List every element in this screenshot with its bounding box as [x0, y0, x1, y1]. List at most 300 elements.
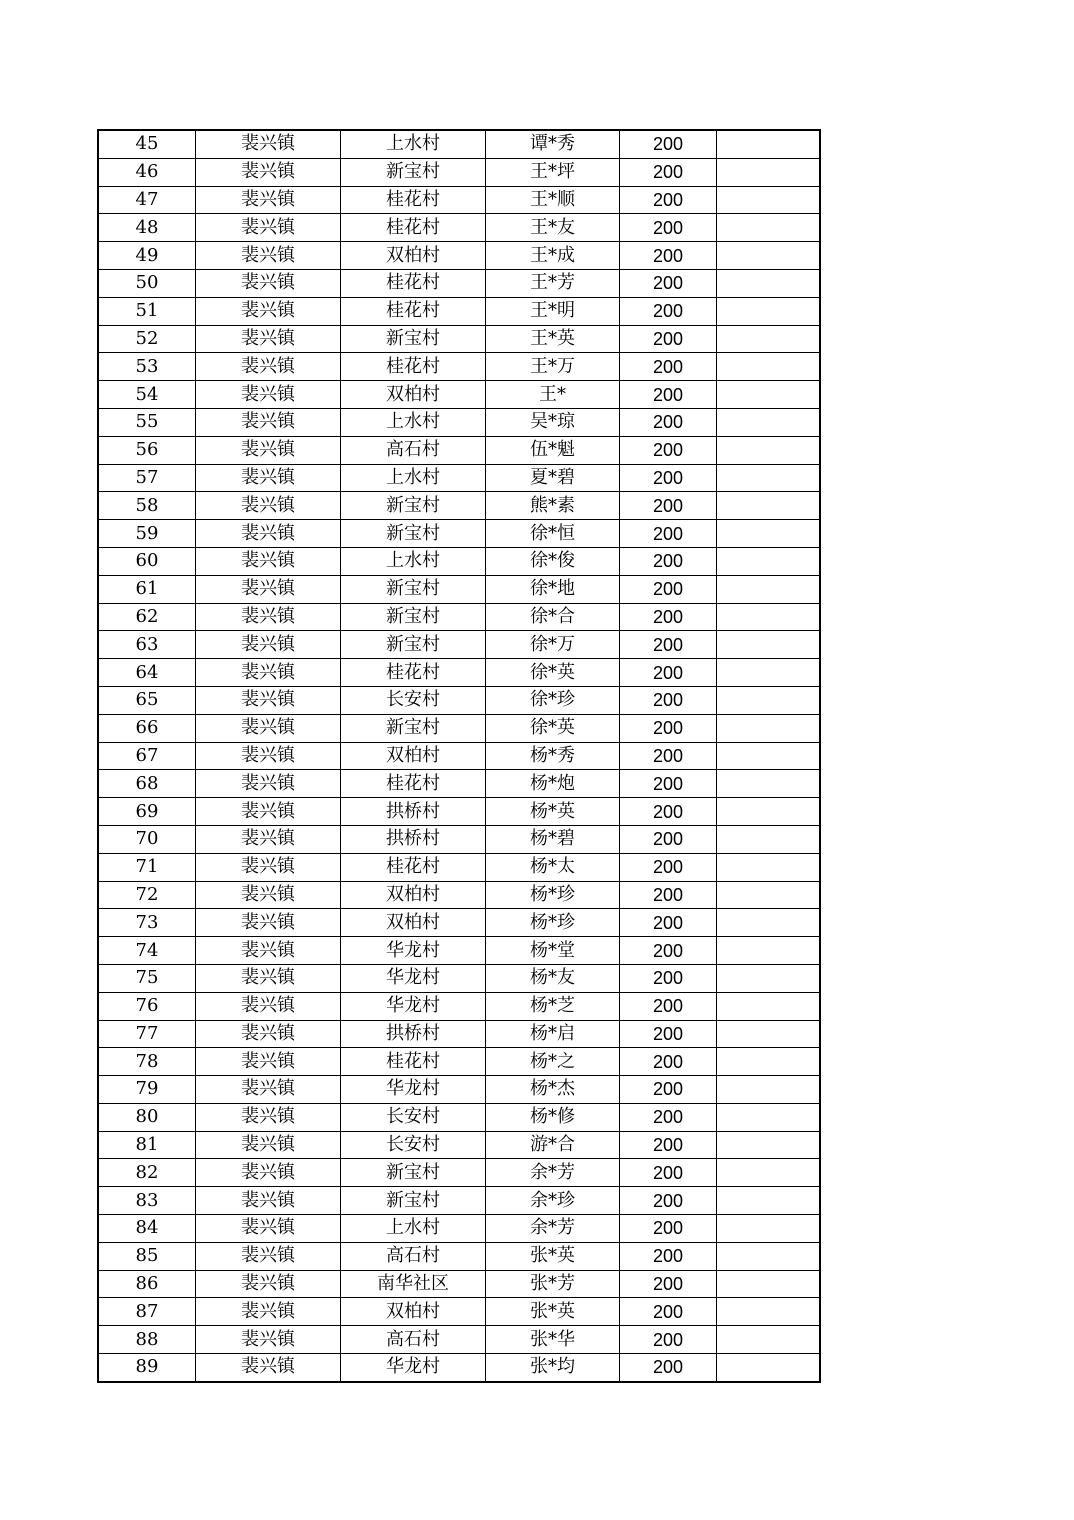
name-cell: 徐*英: [486, 659, 620, 687]
town-cell: 裴兴镇: [196, 992, 341, 1020]
note-cell: [717, 881, 821, 909]
town-cell: 裴兴镇: [196, 408, 341, 436]
village-cell: 高石村: [341, 1326, 486, 1354]
table-row: [98, 1076, 820, 1104]
table-row: [98, 1020, 820, 1048]
town-cell: 裴兴镇: [196, 547, 341, 575]
row-number-cell: 84: [98, 1215, 196, 1243]
village-cell: 拱桥村: [341, 825, 486, 853]
name-cell: 张*华: [486, 1326, 620, 1354]
table-row: [98, 464, 820, 492]
name-cell: 杨*秀: [486, 742, 620, 770]
village-cell: 长安村: [341, 1103, 486, 1131]
name-cell: 徐*恒: [486, 520, 620, 548]
village-cell: 长安村: [341, 686, 486, 714]
note-cell: [717, 1187, 821, 1215]
town-cell: 裴兴镇: [196, 686, 341, 714]
row-number-cell: 63: [98, 631, 196, 659]
amount-cell: 200: [620, 770, 717, 798]
village-cell: 高石村: [341, 436, 486, 464]
name-cell: 杨*杰: [486, 1076, 620, 1104]
amount-cell: 200: [620, 130, 717, 158]
note-cell: [717, 964, 821, 992]
row-number-cell: 88: [98, 1326, 196, 1354]
row-number-cell: 78: [98, 1048, 196, 1076]
amount-cell: 200: [620, 992, 717, 1020]
row-number-cell: 50: [98, 269, 196, 297]
name-cell: 夏*碧: [486, 464, 620, 492]
amount-cell: 200: [620, 242, 717, 270]
note-cell: [717, 1131, 821, 1159]
village-cell: 双柏村: [341, 1298, 486, 1326]
table-row: [98, 714, 820, 742]
note-cell: [717, 130, 821, 158]
row-number-cell: 58: [98, 492, 196, 520]
table-row: [98, 242, 820, 270]
note-cell: [717, 214, 821, 242]
name-cell: 杨*启: [486, 1020, 620, 1048]
village-cell: 华龙村: [341, 937, 486, 965]
town-cell: 裴兴镇: [196, 297, 341, 325]
beneficiary-table: [97, 129, 821, 1383]
village-cell: 新宝村: [341, 1187, 486, 1215]
town-cell: 裴兴镇: [196, 659, 341, 687]
row-number-cell: 59: [98, 520, 196, 548]
village-cell: 双柏村: [341, 381, 486, 409]
amount-cell: 200: [620, 353, 717, 381]
village-cell: 华龙村: [341, 992, 486, 1020]
note-cell: [717, 1326, 821, 1354]
table-row: [98, 1159, 820, 1187]
name-cell: 杨*太: [486, 853, 620, 881]
name-cell: 张*英: [486, 1242, 620, 1270]
amount-cell: 200: [620, 1242, 717, 1270]
note-cell: [717, 770, 821, 798]
amount-cell: 200: [620, 575, 717, 603]
table-row: [98, 770, 820, 798]
village-cell: 新宝村: [341, 631, 486, 659]
note-cell: [717, 1076, 821, 1104]
village-cell: 华龙村: [341, 964, 486, 992]
table-row: [98, 964, 820, 992]
amount-cell: 200: [620, 1270, 717, 1298]
name-cell: 张*英: [486, 1298, 620, 1326]
table-row: [98, 1103, 820, 1131]
table-row: [98, 1131, 820, 1159]
row-number-cell: 54: [98, 381, 196, 409]
village-cell: 新宝村: [341, 603, 486, 631]
village-cell: 桂花村: [341, 297, 486, 325]
amount-cell: 200: [620, 1326, 717, 1354]
amount-cell: 200: [620, 1076, 717, 1104]
amount-cell: 200: [620, 1103, 717, 1131]
table-row: [98, 1298, 820, 1326]
table-row: [98, 937, 820, 965]
town-cell: 裴兴镇: [196, 1131, 341, 1159]
town-cell: 裴兴镇: [196, 1354, 341, 1382]
row-number-cell: 76: [98, 992, 196, 1020]
amount-cell: 200: [620, 158, 717, 186]
note-cell: [717, 631, 821, 659]
table-row: [98, 297, 820, 325]
village-cell: 桂花村: [341, 1048, 486, 1076]
village-cell: 上水村: [341, 547, 486, 575]
row-number-cell: 57: [98, 464, 196, 492]
table-row: [98, 1354, 820, 1382]
note-cell: [717, 1298, 821, 1326]
note-cell: [717, 659, 821, 687]
note-cell: [717, 1103, 821, 1131]
amount-cell: 200: [620, 214, 717, 242]
row-number-cell: 51: [98, 297, 196, 325]
name-cell: 游*合: [486, 1131, 620, 1159]
table-row: [98, 269, 820, 297]
note-cell: [717, 464, 821, 492]
note-cell: [717, 158, 821, 186]
name-cell: 王*万: [486, 353, 620, 381]
town-cell: 裴兴镇: [196, 242, 341, 270]
town-cell: 裴兴镇: [196, 1076, 341, 1104]
name-cell: 杨*修: [486, 1103, 620, 1131]
table-row: [98, 742, 820, 770]
row-number-cell: 75: [98, 964, 196, 992]
note-cell: [717, 297, 821, 325]
note-cell: [717, 353, 821, 381]
note-cell: [717, 686, 821, 714]
village-cell: 上水村: [341, 408, 486, 436]
name-cell: 王*芳: [486, 269, 620, 297]
note-cell: [717, 408, 821, 436]
town-cell: 裴兴镇: [196, 575, 341, 603]
village-cell: 南华社区: [341, 1270, 486, 1298]
village-cell: 新宝村: [341, 325, 486, 353]
amount-cell: 200: [620, 464, 717, 492]
row-number-cell: 52: [98, 325, 196, 353]
amount-cell: 200: [620, 631, 717, 659]
table-body: [98, 130, 820, 1382]
village-cell: 桂花村: [341, 853, 486, 881]
town-cell: 裴兴镇: [196, 1187, 341, 1215]
row-number-cell: 62: [98, 603, 196, 631]
row-number-cell: 83: [98, 1187, 196, 1215]
town-cell: 裴兴镇: [196, 881, 341, 909]
note-cell: [717, 714, 821, 742]
amount-cell: 200: [620, 1298, 717, 1326]
town-cell: 裴兴镇: [196, 520, 341, 548]
table-row: [98, 1270, 820, 1298]
table-row: [98, 186, 820, 214]
name-cell: 张*芳: [486, 1270, 620, 1298]
row-number-cell: 86: [98, 1270, 196, 1298]
row-number-cell: 65: [98, 686, 196, 714]
name-cell: 杨*珍: [486, 909, 620, 937]
name-cell: 王*友: [486, 214, 620, 242]
note-cell: [717, 575, 821, 603]
table-row: [98, 1187, 820, 1215]
row-number-cell: 64: [98, 659, 196, 687]
note-cell: [717, 1215, 821, 1243]
amount-cell: 200: [620, 937, 717, 965]
row-number-cell: 89: [98, 1354, 196, 1382]
town-cell: 裴兴镇: [196, 381, 341, 409]
name-cell: 王*: [486, 381, 620, 409]
row-number-cell: 70: [98, 825, 196, 853]
amount-cell: 200: [620, 742, 717, 770]
table-row: [98, 1048, 820, 1076]
town-cell: 裴兴镇: [196, 909, 341, 937]
village-cell: 桂花村: [341, 770, 486, 798]
village-cell: 长安村: [341, 1131, 486, 1159]
row-number-cell: 46: [98, 158, 196, 186]
table-row: [98, 1326, 820, 1354]
table-row: [98, 381, 820, 409]
name-cell: 王*明: [486, 297, 620, 325]
row-number-cell: 67: [98, 742, 196, 770]
note-cell: [717, 186, 821, 214]
town-cell: 裴兴镇: [196, 464, 341, 492]
town-cell: 裴兴镇: [196, 1298, 341, 1326]
amount-cell: 200: [620, 1354, 717, 1382]
note-cell: [717, 381, 821, 409]
note-cell: [717, 1020, 821, 1048]
table-row: [98, 686, 820, 714]
village-cell: 新宝村: [341, 158, 486, 186]
town-cell: 裴兴镇: [196, 1048, 341, 1076]
row-number-cell: 45: [98, 130, 196, 158]
amount-cell: 200: [620, 964, 717, 992]
town-cell: 裴兴镇: [196, 964, 341, 992]
town-cell: 裴兴镇: [196, 798, 341, 826]
town-cell: 裴兴镇: [196, 1242, 341, 1270]
town-cell: 裴兴镇: [196, 1270, 341, 1298]
table-row: [98, 214, 820, 242]
table-row: [98, 992, 820, 1020]
name-cell: 杨*之: [486, 1048, 620, 1076]
village-cell: 高石村: [341, 1242, 486, 1270]
amount-cell: 200: [620, 909, 717, 937]
row-number-cell: 61: [98, 575, 196, 603]
village-cell: 上水村: [341, 1215, 486, 1243]
note-cell: [717, 520, 821, 548]
village-cell: 双柏村: [341, 742, 486, 770]
row-number-cell: 77: [98, 1020, 196, 1048]
table-row: [98, 436, 820, 464]
name-cell: 杨*友: [486, 964, 620, 992]
name-cell: 余*珍: [486, 1187, 620, 1215]
table-row: [98, 825, 820, 853]
name-cell: 余*芳: [486, 1215, 620, 1243]
note-cell: [717, 909, 821, 937]
amount-cell: 200: [620, 1048, 717, 1076]
name-cell: 伍*魁: [486, 436, 620, 464]
town-cell: 裴兴镇: [196, 1215, 341, 1243]
table-row: [98, 547, 820, 575]
town-cell: 裴兴镇: [196, 1159, 341, 1187]
amount-cell: 200: [620, 1020, 717, 1048]
name-cell: 熊*素: [486, 492, 620, 520]
table-row: [98, 853, 820, 881]
table-row: [98, 492, 820, 520]
row-number-cell: 79: [98, 1076, 196, 1104]
note-cell: [717, 547, 821, 575]
town-cell: 裴兴镇: [196, 714, 341, 742]
village-cell: 桂花村: [341, 214, 486, 242]
table-row: [98, 130, 820, 158]
row-number-cell: 60: [98, 547, 196, 575]
village-cell: 新宝村: [341, 575, 486, 603]
town-cell: 裴兴镇: [196, 214, 341, 242]
amount-cell: 200: [620, 825, 717, 853]
amount-cell: 200: [620, 297, 717, 325]
note-cell: [717, 825, 821, 853]
row-number-cell: 48: [98, 214, 196, 242]
village-cell: 上水村: [341, 130, 486, 158]
note-cell: [717, 742, 821, 770]
amount-cell: 200: [620, 798, 717, 826]
note-cell: [717, 798, 821, 826]
note-cell: [717, 242, 821, 270]
amount-cell: 200: [620, 269, 717, 297]
name-cell: 杨*芝: [486, 992, 620, 1020]
amount-cell: 200: [620, 325, 717, 353]
row-number-cell: 81: [98, 1131, 196, 1159]
amount-cell: 200: [620, 1131, 717, 1159]
village-cell: 桂花村: [341, 186, 486, 214]
note-cell: [717, 436, 821, 464]
row-number-cell: 68: [98, 770, 196, 798]
note-cell: [717, 1270, 821, 1298]
name-cell: 谭*秀: [486, 130, 620, 158]
table-row: [98, 575, 820, 603]
name-cell: 王*成: [486, 242, 620, 270]
town-cell: 裴兴镇: [196, 436, 341, 464]
village-cell: 双柏村: [341, 242, 486, 270]
note-cell: [717, 937, 821, 965]
village-cell: 拱桥村: [341, 1020, 486, 1048]
row-number-cell: 53: [98, 353, 196, 381]
town-cell: 裴兴镇: [196, 1103, 341, 1131]
row-number-cell: 71: [98, 853, 196, 881]
name-cell: 余*芳: [486, 1159, 620, 1187]
name-cell: 王*英: [486, 325, 620, 353]
name-cell: 杨*珍: [486, 881, 620, 909]
name-cell: 张*均: [486, 1354, 620, 1382]
amount-cell: 200: [620, 686, 717, 714]
village-cell: 新宝村: [341, 492, 486, 520]
amount-cell: 200: [620, 520, 717, 548]
note-cell: [717, 603, 821, 631]
village-cell: 华龙村: [341, 1076, 486, 1104]
row-number-cell: 49: [98, 242, 196, 270]
note-cell: [717, 1354, 821, 1382]
table-row: [98, 631, 820, 659]
amount-cell: 200: [620, 603, 717, 631]
town-cell: 裴兴镇: [196, 825, 341, 853]
amount-cell: 200: [620, 1159, 717, 1187]
name-cell: 徐*珍: [486, 686, 620, 714]
table-row: [98, 909, 820, 937]
village-cell: 新宝村: [341, 714, 486, 742]
amount-cell: 200: [620, 381, 717, 409]
table-row: [98, 659, 820, 687]
town-cell: 裴兴镇: [196, 853, 341, 881]
table-row: [98, 798, 820, 826]
town-cell: 裴兴镇: [196, 325, 341, 353]
name-cell: 王*坪: [486, 158, 620, 186]
note-cell: [717, 1242, 821, 1270]
town-cell: 裴兴镇: [196, 492, 341, 520]
name-cell: 王*顺: [486, 186, 620, 214]
table-row: [98, 325, 820, 353]
row-number-cell: 66: [98, 714, 196, 742]
note-cell: [717, 1159, 821, 1187]
village-cell: 双柏村: [341, 909, 486, 937]
row-number-cell: 82: [98, 1159, 196, 1187]
name-cell: 徐*俊: [486, 547, 620, 575]
name-cell: 徐*合: [486, 603, 620, 631]
town-cell: 裴兴镇: [196, 937, 341, 965]
table-row: [98, 603, 820, 631]
table-row: [98, 881, 820, 909]
row-number-cell: 47: [98, 186, 196, 214]
town-cell: 裴兴镇: [196, 1326, 341, 1354]
town-cell: 裴兴镇: [196, 186, 341, 214]
village-cell: 桂花村: [341, 353, 486, 381]
amount-cell: 200: [620, 1187, 717, 1215]
town-cell: 裴兴镇: [196, 1020, 341, 1048]
table-row: [98, 408, 820, 436]
row-number-cell: 85: [98, 1242, 196, 1270]
amount-cell: 200: [620, 659, 717, 687]
village-cell: 桂花村: [341, 659, 486, 687]
name-cell: 徐*英: [486, 714, 620, 742]
table-row: [98, 1215, 820, 1243]
amount-cell: 200: [620, 547, 717, 575]
note-cell: [717, 269, 821, 297]
village-cell: 上水村: [341, 464, 486, 492]
name-cell: 杨*碧: [486, 825, 620, 853]
row-number-cell: 87: [98, 1298, 196, 1326]
village-cell: 拱桥村: [341, 798, 486, 826]
town-cell: 裴兴镇: [196, 158, 341, 186]
amount-cell: 200: [620, 186, 717, 214]
row-number-cell: 55: [98, 408, 196, 436]
row-number-cell: 56: [98, 436, 196, 464]
town-cell: 裴兴镇: [196, 269, 341, 297]
row-number-cell: 72: [98, 881, 196, 909]
amount-cell: 200: [620, 408, 717, 436]
table-row: [98, 1242, 820, 1270]
village-cell: 双柏村: [341, 881, 486, 909]
town-cell: 裴兴镇: [196, 603, 341, 631]
name-cell: 徐*万: [486, 631, 620, 659]
row-number-cell: 74: [98, 937, 196, 965]
table-row: [98, 158, 820, 186]
amount-cell: 200: [620, 492, 717, 520]
name-cell: 杨*炮: [486, 770, 620, 798]
row-number-cell: 80: [98, 1103, 196, 1131]
village-cell: 新宝村: [341, 1159, 486, 1187]
village-cell: 新宝村: [341, 520, 486, 548]
village-cell: 华龙村: [341, 1354, 486, 1382]
name-cell: 杨*堂: [486, 937, 620, 965]
amount-cell: 200: [620, 853, 717, 881]
table-row: [98, 520, 820, 548]
town-cell: 裴兴镇: [196, 353, 341, 381]
note-cell: [717, 325, 821, 353]
town-cell: 裴兴镇: [196, 742, 341, 770]
town-cell: 裴兴镇: [196, 770, 341, 798]
